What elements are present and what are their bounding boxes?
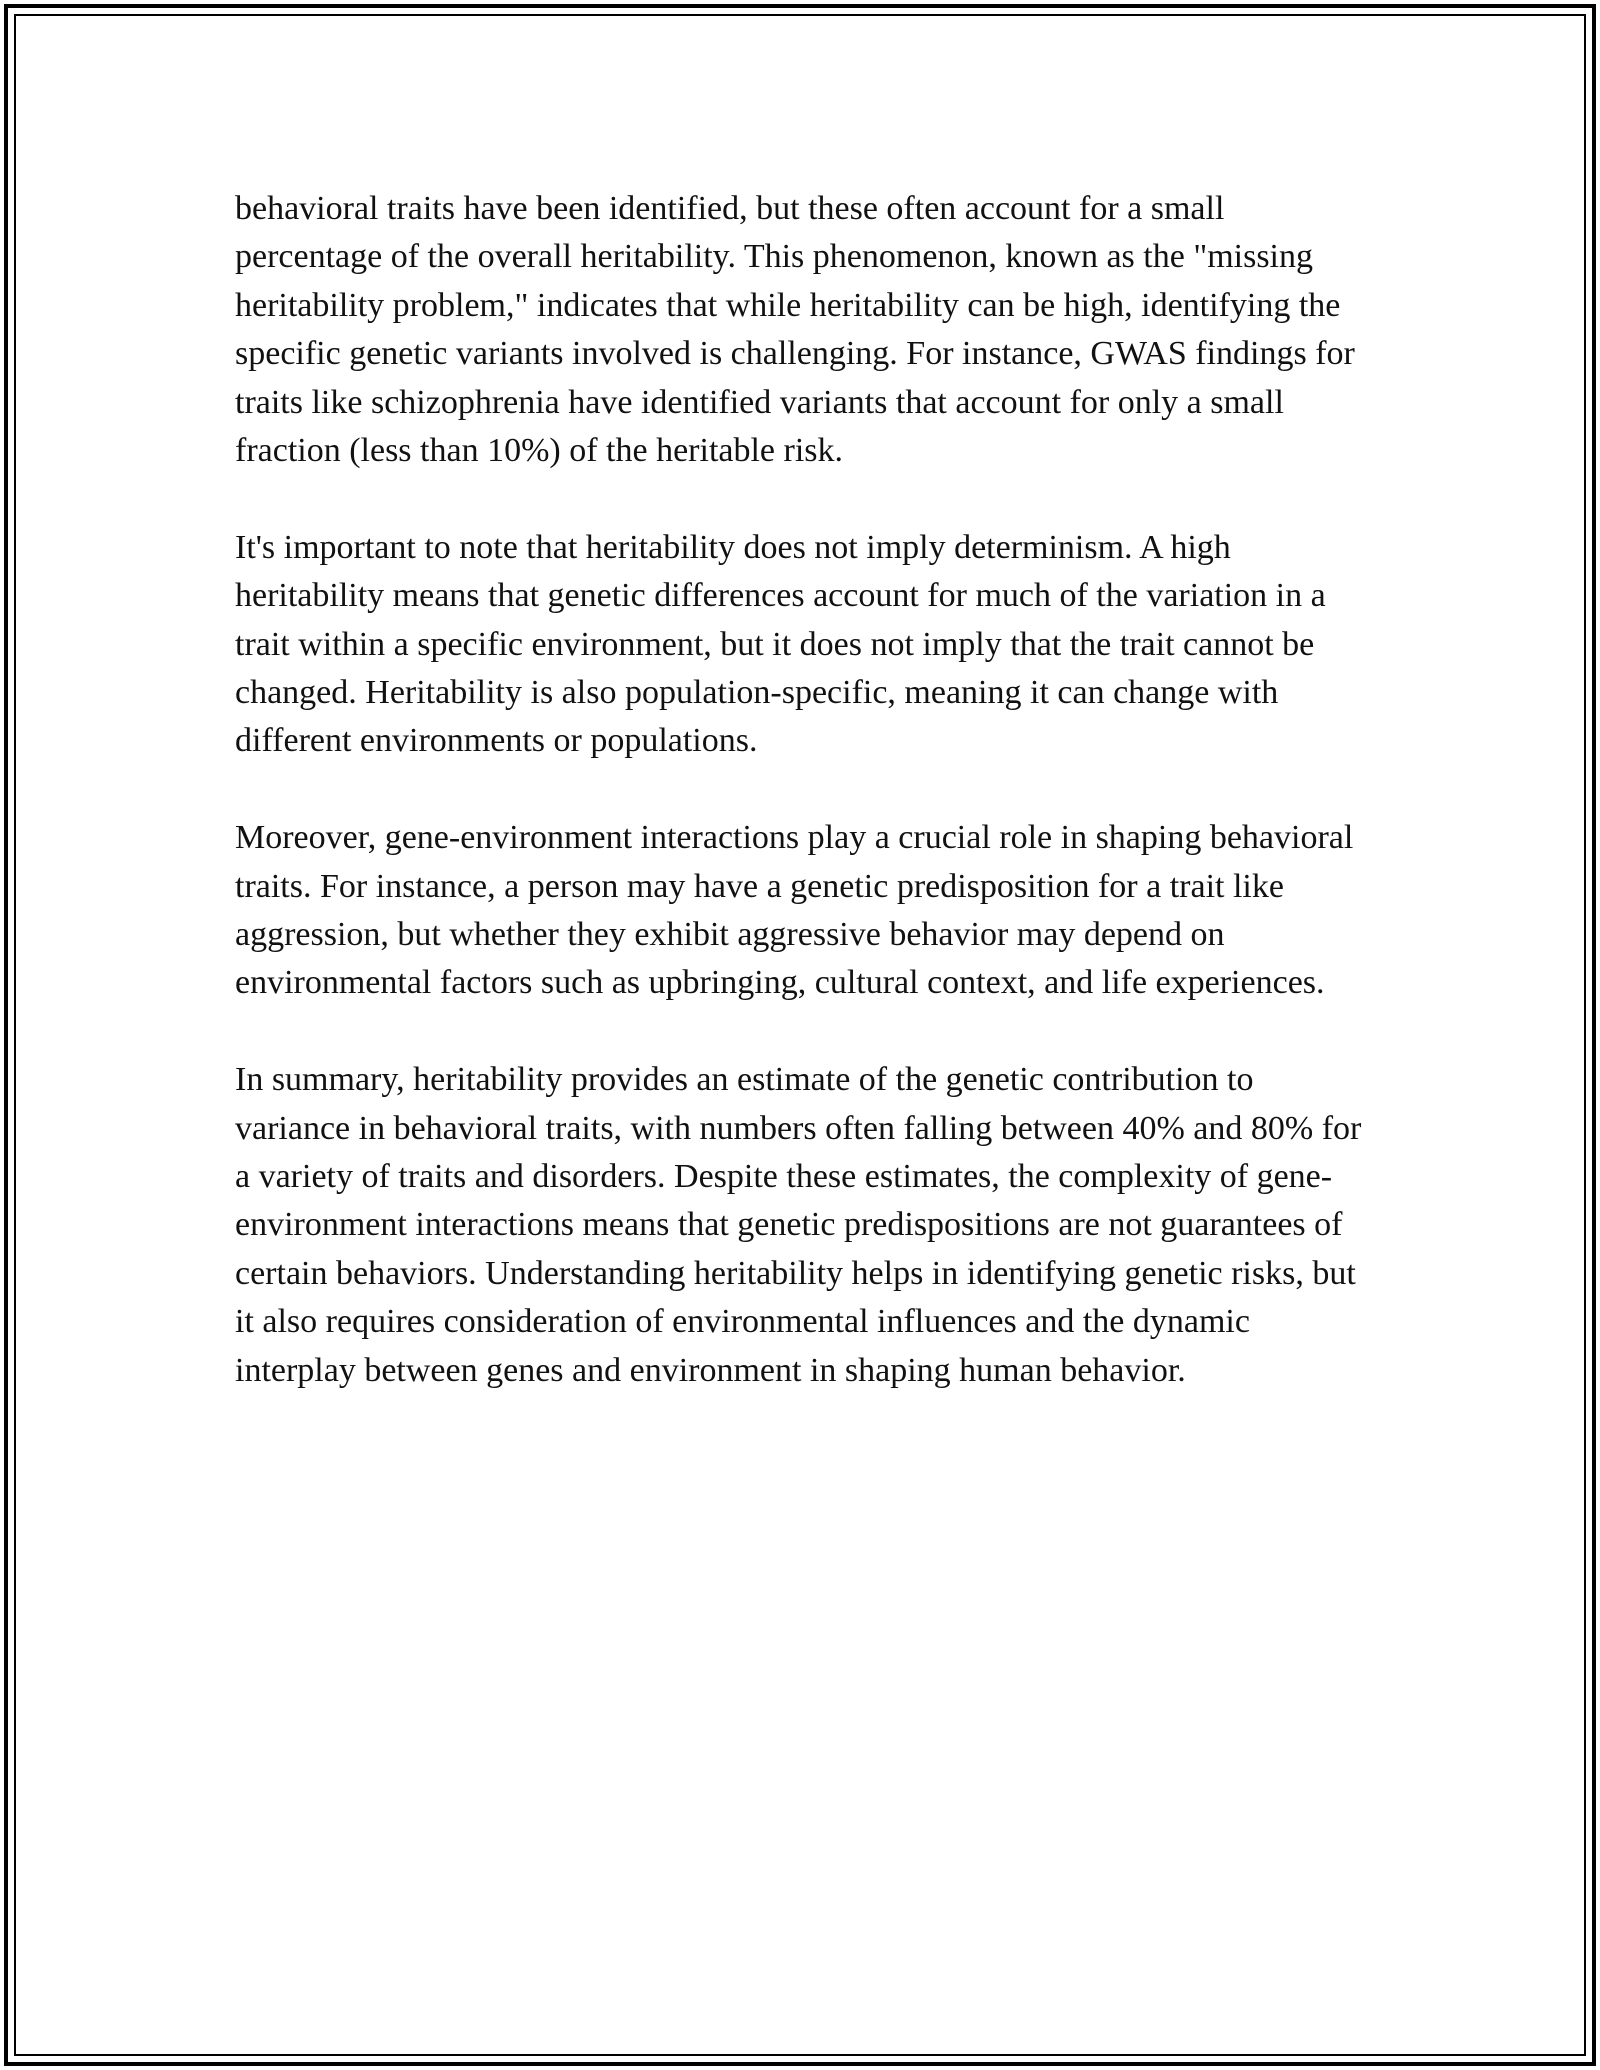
paragraph-summary: In summary, heritability provides an estimate of the genetic contribution to variance in behavioral traits, with numbers often falling between 40% and 80% for a variety of traits and disorders. Despite these estimates, the complexity of gene-environment interactions means that genetic predispositions are not guarantees of certain behaviors. Understanding heritability helps in identifying genetic risks, but it also requires consideration of environmental influences and the dynamic interplay between genes and environment in shaping human behavior.: [235, 1061, 1362, 1389]
paragraph-determinism: It's important to note that heritability does not imply determinism. A high heritability means that genetic differences account for much of the variation in a trait within a specific environment, but it does not imply that the trait cannot be changed. Heritability is also population-specific, meaning it can change with different environments or populations.: [235, 528, 1326, 760]
document-body: [235, 185, 1375, 1395]
paragraph-missing-heritability: behavioral traits have been identified, but these often account for a small percentage of the overall heritability. This phenomenon, known as the "missing heritability problem," indicates that while heritability can be high, identifying the specific genetic variants involved is challenging. For instance, GWAS findings for traits like schizophrenia have identified variants that account for only a small fraction (less than 10%) of the heritable risk.: [235, 190, 1355, 470]
paragraph-gene-environment: Moreover, gene-environment interactions play a crucial role in shaping behavioral traits. For instance, a person may have a genetic predisposition for a trait like aggression, but whether they exhibit aggressive behavior may depend on environmental factors such as upbringing, cultural context, and life experiences.: [235, 819, 1354, 1002]
